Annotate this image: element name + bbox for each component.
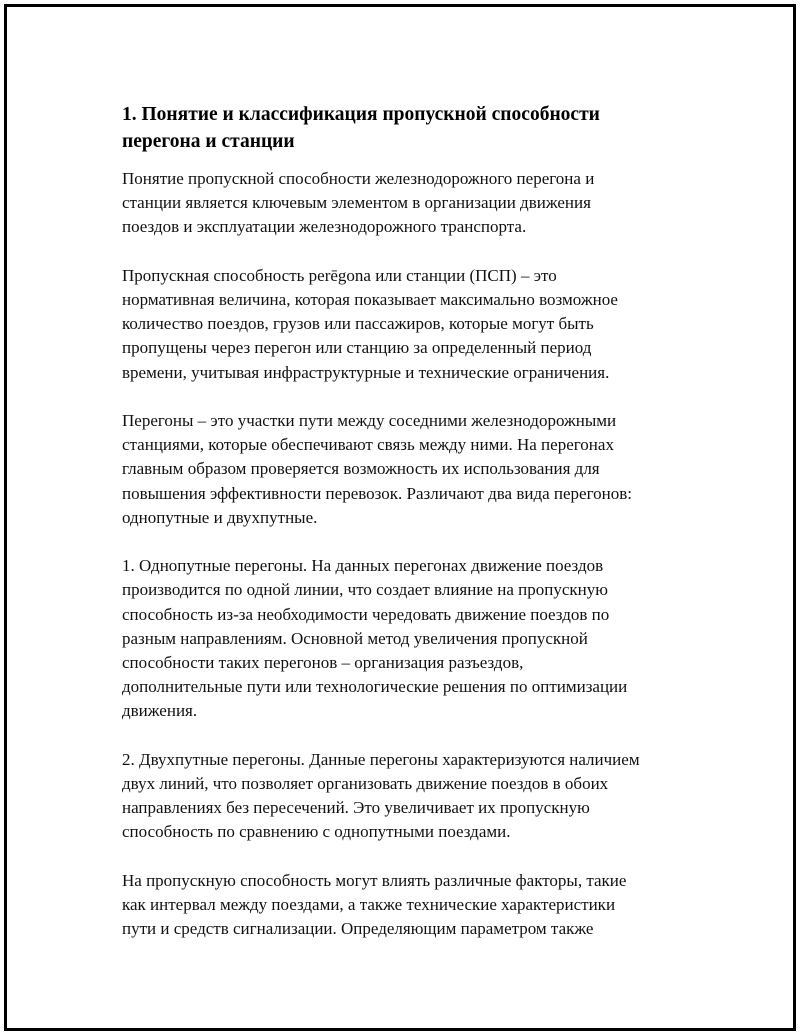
page-frame (4, 4, 796, 1031)
section-heading: 1. Понятие и классификация пропускной способности перегона и станции (122, 104, 600, 152)
paragraph-intro: Понятие пропускной способности железнодорожного перегона и станции является ключевым элементом в организации движения поездов и эксплуатации железнодорожного транспорта. (122, 169, 595, 237)
paragraph-double-track: 2. Двухпутные перегоны. Данные перегоны характеризуются наличием двух линий, что позволяет организовать движение поездов в обоих направлениях без пересечений. Это увеличивает их пропускную способность по сравнению с однопутными поездами. (122, 749, 640, 842)
document-body (122, 101, 712, 966)
paragraph-capacity-definition: Пропускная способность perēgona или станции (ПСП) – это нормативная величина, которая показывает максимально возможное количество поездов, грузов или пассажиров, которые могут быть пропущены через перегон или станцию за определенный период времени, учитывая инфраструктурные и технические ограничения. (122, 265, 618, 382)
paragraph-factors: На пропускную способность могут влиять различные факторы, такие как интервал между поездами, а также технические характеристики пути и средств сигнализации. Определяющим параметром также (122, 870, 627, 939)
paragraph-stretches: Перегоны – это участки пути между соседними железнодорожными станциями, которые обеспечивают связь между ними. На перегонах главным образом проверяется возможность их использования для повышения эффективности перевозок. Различают два вида перегонов: однопутные и двухпутные. (122, 411, 632, 527)
paragraph-single-track: 1. Однопутные перегоны. На данных перегонах движение поездов производится по одной линии, что создает влияние на пропускную способность из-за необходимости чередовать движение поездов по разным направлениям. Основной метод увеличения пропускной способности таких перегонов – организация разъездов, дополнительные пути или технологические решения по оптимизации движения. (122, 556, 628, 721)
